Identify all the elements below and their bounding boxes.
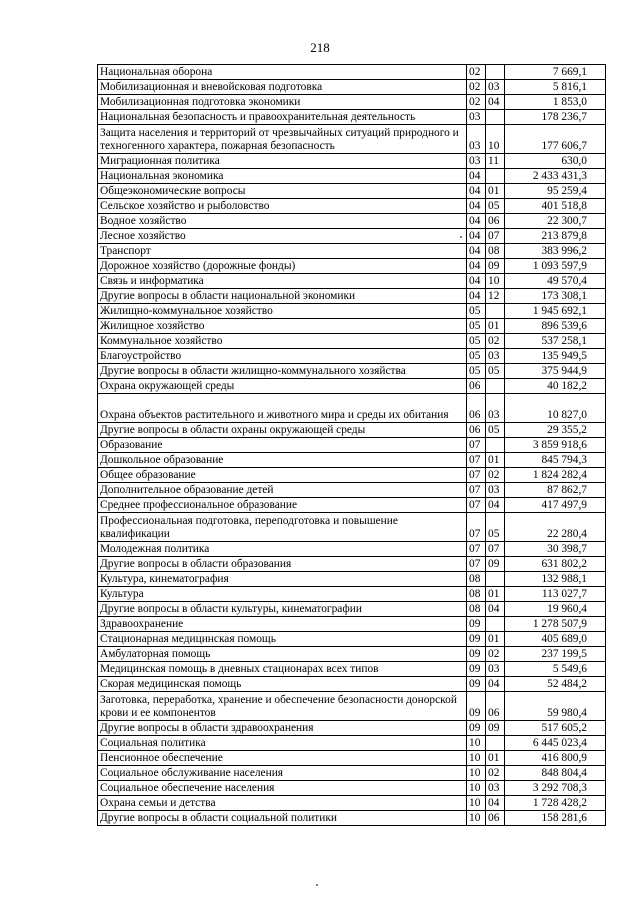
table-row (98, 304, 606, 319)
row-amount: 416 800,9 (505, 751, 606, 766)
row-amount: 29 355,2 (505, 423, 606, 438)
row-subsection: 01 (486, 632, 505, 647)
row-subsection: 04 (486, 602, 505, 617)
row-section: 08 (467, 602, 486, 617)
row-section: 10 (467, 766, 486, 781)
row-section: 08 (467, 587, 486, 602)
table-row (98, 214, 606, 229)
row-subsection: 01 (486, 453, 505, 468)
row-subsection: 02 (486, 334, 505, 349)
table-row (98, 796, 606, 811)
row-subsection (486, 736, 505, 751)
table-row (98, 751, 606, 766)
row-subsection (486, 169, 505, 184)
row-amount: 1 728 428,2 (505, 796, 606, 811)
row-subsection: 04 (486, 498, 505, 513)
table-row (98, 379, 606, 394)
table-row (98, 229, 606, 244)
row-amount: 173 308,1 (505, 289, 606, 304)
table-row (98, 557, 606, 572)
row-amount: 5 816,1 (505, 80, 606, 95)
row-name: Охрана окружающей среды (98, 379, 467, 394)
row-amount: 113 027,7 (505, 587, 606, 602)
row-name: Скорая медицинская помощь (98, 677, 467, 692)
table-row (98, 647, 606, 662)
row-amount: 3 859 918,6 (505, 438, 606, 453)
table-row (98, 259, 606, 274)
row-amount: 375 944,9 (505, 364, 606, 379)
row-amount: 405 689,0 (505, 632, 606, 647)
row-subsection: 02 (486, 468, 505, 483)
row-section: 10 (467, 751, 486, 766)
table-row (98, 513, 606, 542)
row-name: Общее образование (98, 468, 467, 483)
row-name: Дорожное хозяйство (дорожные фонды) (98, 259, 467, 274)
table-row (98, 692, 606, 721)
table-row (98, 766, 606, 781)
row-subsection: 05 (486, 513, 505, 542)
row-amount: 178 236,7 (505, 110, 606, 125)
row-subsection: 08 (486, 244, 505, 259)
row-subsection: 05 (486, 199, 505, 214)
row-name: Социальное обслуживание населения (98, 766, 467, 781)
row-subsection: 09 (486, 721, 505, 736)
row-section: 05 (467, 304, 486, 319)
row-section: 07 (467, 513, 486, 542)
row-name: Транспорт (98, 244, 467, 259)
row-amount: 22 280,4 (505, 513, 606, 542)
row-section: 02 (467, 80, 486, 95)
row-subsection: 01 (486, 587, 505, 602)
row-section: 04 (467, 274, 486, 289)
row-section: 10 (467, 736, 486, 751)
table-row (98, 468, 606, 483)
table-row (98, 199, 606, 214)
row-subsection: 03 (486, 483, 505, 498)
row-amount: 2 433 431,3 (505, 169, 606, 184)
row-subsection: 06 (486, 214, 505, 229)
row-name: Жилищно-коммунальное хозяйство (98, 304, 467, 319)
table-row (98, 811, 606, 826)
row-name: Молодежная политика (98, 542, 467, 557)
row-section: 04 (467, 214, 486, 229)
row-section: 10 (467, 811, 486, 826)
row-name: Другие вопросы в области жилищно-коммунального хозяйства (98, 364, 467, 379)
row-section: 09 (467, 721, 486, 736)
table-row (98, 319, 606, 334)
row-amount: 383 996,2 (505, 244, 606, 259)
row-amount: 237 199,5 (505, 647, 606, 662)
row-name: Социальное обеспечение населения (98, 781, 467, 796)
row-subsection: 04 (486, 677, 505, 692)
table-row (98, 498, 606, 513)
table-row (98, 349, 606, 364)
row-subsection: 09 (486, 259, 505, 274)
row-name: Охрана семьи и детства (98, 796, 467, 811)
row-section: 09 (467, 692, 486, 721)
table-row (98, 677, 606, 692)
page-number: 218 (310, 40, 330, 55)
row-subsection (486, 304, 505, 319)
row-subsection: 01 (486, 184, 505, 199)
row-section: 02 (467, 65, 486, 80)
row-amount: 1 824 282,4 (505, 468, 606, 483)
row-amount: 896 539,6 (505, 319, 606, 334)
row-section: 09 (467, 677, 486, 692)
table-row (98, 154, 606, 169)
table-row (98, 274, 606, 289)
row-amount: 537 258,1 (505, 334, 606, 349)
table-row (98, 542, 606, 557)
row-name: Водное хозяйство (98, 214, 467, 229)
row-name: Связь и информатика (98, 274, 467, 289)
row-subsection: 04 (486, 95, 505, 110)
row-amount: 40 182,2 (505, 379, 606, 394)
row-amount: 517 605,2 (505, 721, 606, 736)
row-section: 04 (467, 289, 486, 304)
row-name: Среднее профессиональное образование (98, 498, 467, 513)
table-row (98, 244, 606, 259)
row-section: 06 (467, 394, 486, 423)
row-subsection (486, 438, 505, 453)
row-amount: 30 398,7 (505, 542, 606, 557)
row-name: Мобилизационная и вневойсковая подготовка (98, 80, 467, 95)
row-amount: 401 518,8 (505, 199, 606, 214)
row-amount: 6 445 023,4 (505, 736, 606, 751)
row-amount: 22 300,7 (505, 214, 606, 229)
table-row (98, 781, 606, 796)
table-row (98, 587, 606, 602)
row-name: Культура (98, 587, 467, 602)
row-name: Другие вопросы в области охраны окружающей среды (98, 423, 467, 438)
table-row (98, 632, 606, 647)
row-name: Профессиональная подготовка, переподготовка и повышение квалификации (98, 513, 467, 542)
row-name: Амбулаторная помощь (98, 647, 467, 662)
row-amount: 19 960,4 (505, 602, 606, 617)
row-amount: 1 278 507,9 (505, 617, 606, 632)
row-name: Миграционная политика (98, 154, 467, 169)
row-name: Образование (98, 438, 467, 453)
scan-speck (316, 884, 318, 886)
table-row (98, 423, 606, 438)
row-section: 09 (467, 617, 486, 632)
row-amount: 845 794,3 (505, 453, 606, 468)
row-name: Заготовка, переработка, хранение и обеспечение безопасности донорской крови и ее компонентов (98, 692, 467, 721)
budget-table (97, 64, 606, 826)
row-section: 10 (467, 796, 486, 811)
row-name: Пенсионное обеспечение (98, 751, 467, 766)
row-section: 04 (467, 229, 486, 244)
table-row (98, 110, 606, 125)
table-row (98, 483, 606, 498)
row-section: 07 (467, 438, 486, 453)
row-name: Другие вопросы в области социальной политики (98, 811, 467, 826)
row-subsection (486, 379, 505, 394)
row-section: 04 (467, 184, 486, 199)
row-subsection: 07 (486, 229, 505, 244)
row-subsection: 03 (486, 781, 505, 796)
row-amount: 1 853,0 (505, 95, 606, 110)
row-subsection: 11 (486, 154, 505, 169)
row-amount: 1 093 597,9 (505, 259, 606, 274)
table-row (98, 125, 606, 154)
scan-speck (460, 236, 462, 238)
row-subsection: 03 (486, 394, 505, 423)
row-section: 07 (467, 468, 486, 483)
table-row (98, 289, 606, 304)
row-name: Другие вопросы в области национальной экономики (98, 289, 467, 304)
row-amount: 213 879,8 (505, 229, 606, 244)
row-subsection: 05 (486, 423, 505, 438)
row-name: Общеэкономические вопросы (98, 184, 467, 199)
row-name: Защита населения и территорий от чрезвычайных ситуаций природного и техногенного характера, пожарная безопасность (98, 125, 467, 154)
table-row (98, 572, 606, 587)
row-name: Национальная безопасность и правоохранительная деятельность (98, 110, 467, 125)
row-amount: 10 827,0 (505, 394, 606, 423)
row-section: 04 (467, 259, 486, 274)
row-section: 09 (467, 662, 486, 677)
row-section: 10 (467, 781, 486, 796)
row-name: Национальная экономика (98, 169, 467, 184)
row-subsection (486, 65, 505, 80)
row-name: Стационарная медицинская помощь (98, 632, 467, 647)
row-subsection: 03 (486, 662, 505, 677)
row-amount: 177 606,7 (505, 125, 606, 154)
row-name: Дополнительное образование детей (98, 483, 467, 498)
row-name: Сельское хозяйство и рыболовство (98, 199, 467, 214)
row-name: Мобилизационная подготовка экономики (98, 95, 467, 110)
row-name: Здравоохранение (98, 617, 467, 632)
row-amount: 7 669,1 (505, 65, 606, 80)
row-subsection: 09 (486, 557, 505, 572)
row-section: 04 (467, 199, 486, 214)
row-name: Культура, кинематография (98, 572, 467, 587)
row-subsection: 02 (486, 766, 505, 781)
row-amount: 52 484,2 (505, 677, 606, 692)
row-section: 06 (467, 423, 486, 438)
row-name: Социальная политика (98, 736, 467, 751)
row-section: 05 (467, 364, 486, 379)
row-amount: 5 549,6 (505, 662, 606, 677)
row-subsection: 10 (486, 125, 505, 154)
row-subsection: 10 (486, 274, 505, 289)
row-section: 09 (467, 647, 486, 662)
row-section: 07 (467, 557, 486, 572)
table-row (98, 617, 606, 632)
row-section: 09 (467, 632, 486, 647)
row-name: Охрана объектов растительного и животного мира и среды их обитания (98, 394, 467, 423)
row-amount: 3 292 708,3 (505, 781, 606, 796)
row-amount: 417 497,9 (505, 498, 606, 513)
row-name: Благоустройство (98, 349, 467, 364)
table-row (98, 394, 606, 423)
row-name: Жилищное хозяйство (98, 319, 467, 334)
row-section: 04 (467, 244, 486, 259)
row-subsection: 02 (486, 647, 505, 662)
row-amount: 135 949,5 (505, 349, 606, 364)
table-row (98, 453, 606, 468)
budget-table-body (98, 65, 606, 826)
row-subsection (486, 617, 505, 632)
table-row (98, 721, 606, 736)
row-amount: 630,0 (505, 154, 606, 169)
row-subsection: 03 (486, 349, 505, 364)
row-name: Дошкольное образование (98, 453, 467, 468)
row-subsection (486, 110, 505, 125)
row-section: 04 (467, 169, 486, 184)
row-section: 07 (467, 483, 486, 498)
row-subsection: 12 (486, 289, 505, 304)
row-name: Другие вопросы в области образования (98, 557, 467, 572)
row-subsection: 01 (486, 319, 505, 334)
row-section: 03 (467, 110, 486, 125)
table-row (98, 65, 606, 80)
row-subsection: 06 (486, 692, 505, 721)
row-section: 06 (467, 379, 486, 394)
row-subsection: 03 (486, 80, 505, 95)
row-subsection: 04 (486, 796, 505, 811)
row-amount: 87 862,7 (505, 483, 606, 498)
row-name: Коммунальное хозяйство (98, 334, 467, 349)
row-subsection (486, 572, 505, 587)
row-amount: 59 980,4 (505, 692, 606, 721)
table-row (98, 95, 606, 110)
row-subsection: 07 (486, 542, 505, 557)
row-name: Другие вопросы в области культуры, кинематографии (98, 602, 467, 617)
table-row (98, 334, 606, 349)
table-row (98, 662, 606, 677)
table-row (98, 184, 606, 199)
row-section: 05 (467, 334, 486, 349)
row-name: Другие вопросы в области здравоохранения (98, 721, 467, 736)
table-row (98, 169, 606, 184)
row-subsection: 06 (486, 811, 505, 826)
row-name: Национальная оборона (98, 65, 467, 80)
table-row (98, 602, 606, 617)
table-row (98, 364, 606, 379)
row-section: 05 (467, 319, 486, 334)
row-amount: 1 945 692,1 (505, 304, 606, 319)
row-section: 07 (467, 453, 486, 468)
row-amount: 132 988,1 (505, 572, 606, 587)
row-subsection: 05 (486, 364, 505, 379)
row-section: 05 (467, 349, 486, 364)
row-subsection: 01 (486, 751, 505, 766)
row-section: 07 (467, 498, 486, 513)
table-row (98, 80, 606, 95)
row-amount: 158 281,6 (505, 811, 606, 826)
row-name: Лесное хозяйство (98, 229, 467, 244)
row-amount: 95 259,4 (505, 184, 606, 199)
row-section: 03 (467, 154, 486, 169)
row-amount: 848 804,4 (505, 766, 606, 781)
row-name: Медицинская помощь в дневных стационарах всех типов (98, 662, 467, 677)
table-row (98, 438, 606, 453)
row-amount: 49 570,4 (505, 274, 606, 289)
row-section: 07 (467, 542, 486, 557)
row-section: 03 (467, 125, 486, 154)
table-row (98, 736, 606, 751)
row-section: 08 (467, 572, 486, 587)
row-amount: 631 802,2 (505, 557, 606, 572)
row-section: 02 (467, 95, 486, 110)
